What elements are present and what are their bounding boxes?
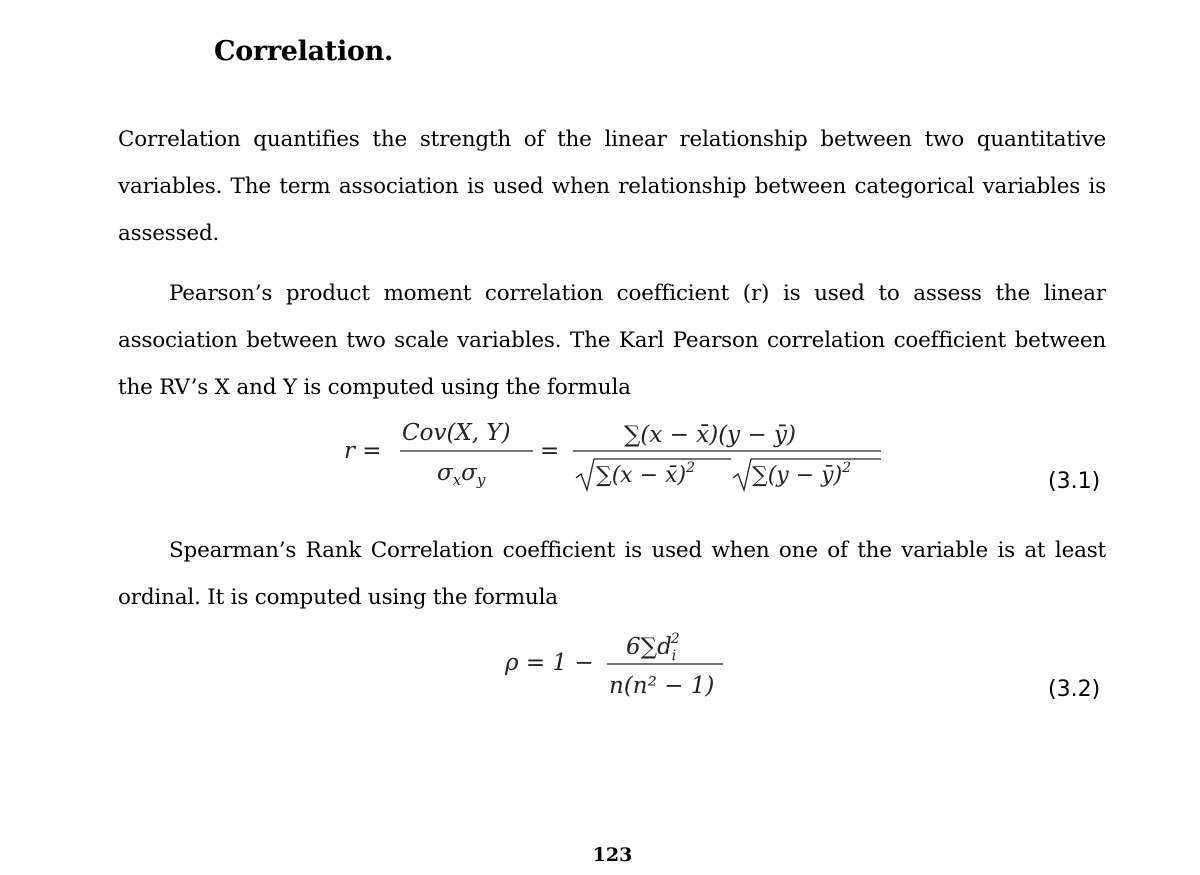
pearson-lhs: r = [344,438,382,464]
spearman-paragraph: Spearman’s Rank Correlation coefficient is used when one of the variable is at least ordinal. It is computed using the formula [118,538,1106,610]
pearson-frac2-denominator-part2: ∑(y − ȳ)$^2$ [752,460,852,488]
pearson-frac1-numerator: Cov(X, Y) [402,420,511,446]
spearman-lhs: ρ = 1 − [505,650,594,676]
equation-number-3-1: (3.1) [1048,469,1101,494]
sigma-x-symbol: σ [437,460,453,486]
exponent-1: 2 [686,460,696,476]
exponent-2: 2 [842,460,852,476]
section-heading: Correlation. [214,36,394,67]
sigma-y-subscript: y [476,471,486,489]
page-number: 123 [592,844,633,866]
pearson-equals: = [540,438,560,464]
sigma-x-subscript: x [452,471,462,489]
spearman-formula [505,622,745,702]
intro-paragraph: Correlation quantifies the strength of the linear relationship between two quantitative variables. The term association is used when relationship between categorical variables is assessed. [118,127,1106,246]
pearson-frac2-denominator-part1: ∑(x − x̄)$^2$ [596,460,696,488]
pearson-formula [340,414,900,504]
pearson-frac2-numerator: ∑(x − x̄)(y − ȳ) [624,422,797,448]
equation-number-3-2: (3.2) [1048,677,1101,702]
spearman-numerator: 6∑d2 i [626,631,680,664]
pearson-frac1-denominator [437,460,486,489]
spearman-denominator: n(n² − 1) [609,673,715,699]
d-superscript: 2 [670,631,680,647]
pearson-paragraph: Pearson’s product moment correlation coefficient (r) is used to assess the linear association between two scale variables. The Karl Pearson correlation coefficient between the RV’s X and Y is computed using the formula [118,281,1106,400]
d-subscript: i [671,648,677,664]
sigma-y-symbol: σ [461,460,477,486]
